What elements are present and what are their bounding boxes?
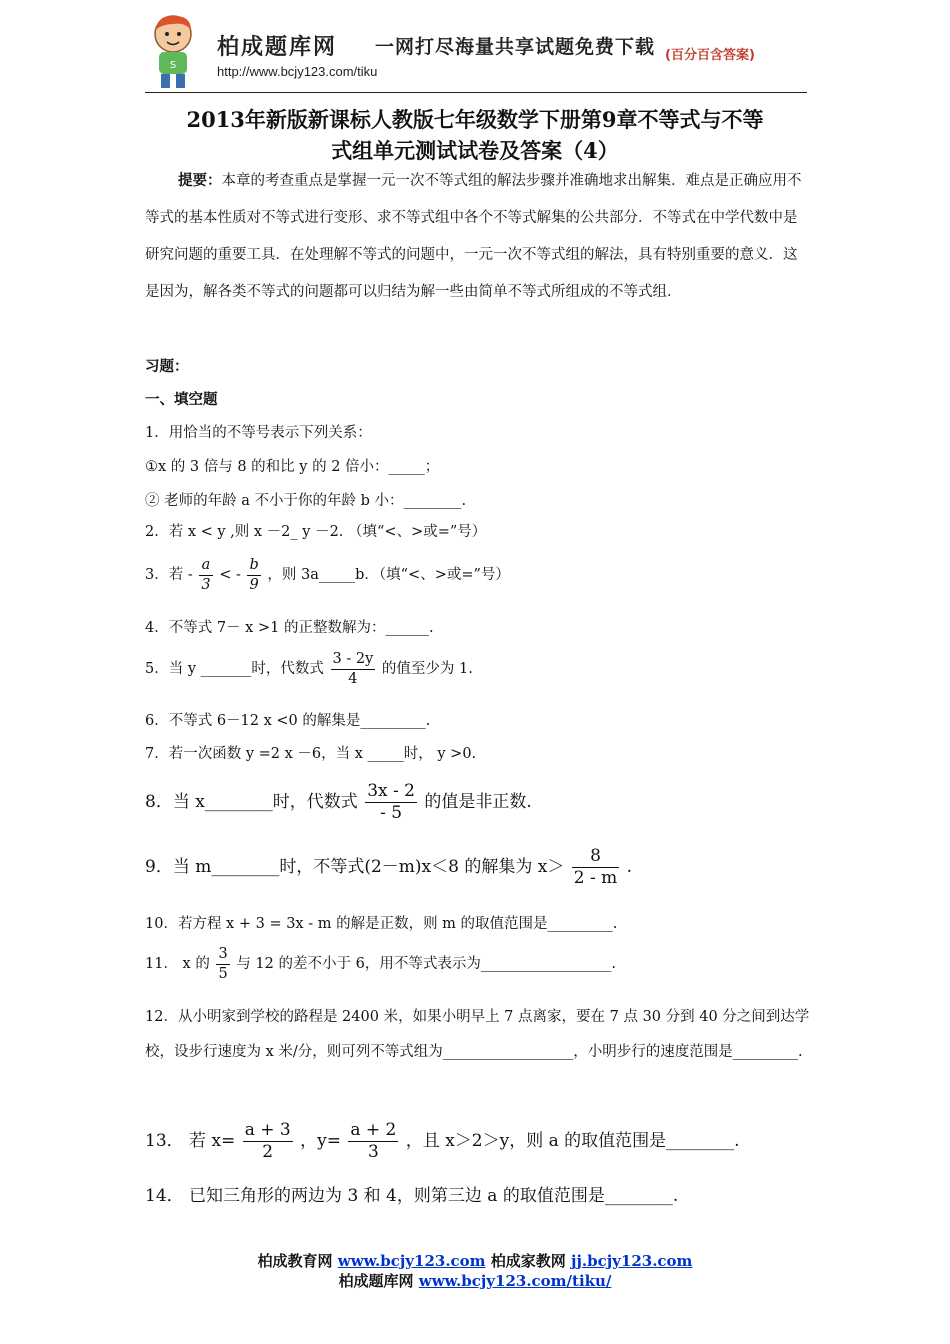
question-1b: ② 老师的年龄 a 不小于你的年龄 b 小：________. [145,493,467,509]
page-title [140,104,810,166]
footer-edu-link[interactable]: www.bcjy123.com [337,1252,486,1270]
q9-frac-den: 2 - m [573,868,618,888]
mascot-logo-icon [145,12,203,90]
q3-prefix: 3．若 - [145,567,193,583]
site-name: 柏成题库网 [217,34,338,60]
q9-suffix: . [626,857,633,877]
question-8 [145,783,532,822]
question-2: 2．若 x < y ,则 x －2_ y －2. （填“<、>或=”号） [145,524,487,540]
title-line-1: 2013年新版新课标人教版七年级数学下册第9章不等式与不等 [186,107,764,132]
question-5 [145,652,473,686]
footer-tiku-label: 柏成题库网 [338,1272,414,1290]
footer-edu-label: 柏成教育网 [257,1252,333,1270]
header-url[interactable]: http://www.bcjy123.com/tiku [217,64,378,79]
question-7: 7．若一次函数 y =2 x －6，当 x _____时， y >0. [145,746,477,762]
question-12: 12．从小明家到学校的路程是 2400 米，如果小明早上 7 点离家，要在 7 点 30 分到 40 分之间到达学校，设步行速度为 x 米/分，则可列不等式组为__________________，小明步行的速度范围是_________. [145,1009,810,1060]
q3-frac-a-den: 3 [201,576,211,593]
footer-tiku-link[interactable]: www.bcjy123.com/tiku/ [418,1272,612,1290]
q3-fraction-a [199,558,212,592]
question-14: 14． 已知三角形的两边为 3 和 4，则第三边 a 的取值范围是________. [145,1186,679,1206]
question-13 [145,1122,740,1161]
q3-frac-b-den: 9 [247,575,260,593]
q8-frac-den: - 5 [365,802,417,822]
q5-frac-num: 3 - 2y [332,651,374,667]
q11-suffix: 与 12 的差不小于 6，用不等式表示为__________________. [236,956,616,972]
site-slogan: 一网打尽海量共享试题免费下载 [375,36,656,58]
q9-prefix: 9．当 m________时，不等式(2－m)x＜8 的解集为 x＞ [145,857,565,877]
q8-fraction [365,783,417,822]
q11-frac-den: 5 [218,965,228,982]
q13-prefix: 13． 若 x= [145,1131,236,1151]
footer-line-2 [0,1270,950,1291]
intro-text: 本章的考查重点是掌握一元一次不等式组的解法步骤并准确地求出解集．难点是正确应用不等式的基本性质对不等式进行变形、求不等式组中各个不等式解集的公共部分．不等式在中学代数中是研究问题的重要工具．在处理解不等式的问题中，一元一次不等式组的解法，具有特别重要的意义．这是因为，解各类不等式的问题都可以归结为解一些由简单不等式所组成的不等式组． [145,173,802,300]
q3-fraction-b [247,558,260,592]
q13-middle: ，y= [300,1131,341,1151]
q13-frac-x-num: a + 3 [244,1120,291,1140]
footer-line-1 [0,1250,950,1271]
q11-frac-num: 3 [218,946,228,962]
q5-prefix: 5．当 y _______时，代数式 [145,661,324,677]
question-1a: ①x 的 3 倍与 8 的和比 y 的 2 倍小：_____； [145,459,440,475]
intro-paragraph [145,162,810,311]
page-header [145,8,810,92]
intro-label: 提要： [178,172,222,189]
q5-fraction [331,652,376,686]
q13-frac-x-den: 2 [243,1141,293,1161]
q11-fraction [216,947,229,981]
q13-frac-y-den: 3 [348,1141,398,1161]
question-10: 10．若方程 x + 3 = 3x - m 的解是正数，则 m 的取值范围是_________. [145,916,618,932]
q8-prefix: 8．当 x________时，代数式 [145,792,358,812]
footer-tutor-link[interactable]: jj.bcjy123.com [571,1252,693,1270]
q3-suffix: ，则 3a_____b．（填“<、>或=”号） [267,567,510,583]
q13-frac-y-num: a + 2 [350,1120,397,1140]
q13-fraction-y [348,1122,398,1161]
q9-fraction [572,848,620,887]
question-3 [145,558,510,592]
q5-frac-den: 4 [331,669,376,687]
svg-text:S: S [169,60,177,71]
q13-fraction-x [243,1122,293,1161]
q3-frac-b-num: b [249,557,259,573]
q5-suffix: 的值至少为 1. [381,661,473,677]
q9-frac-num: 8 [590,846,601,866]
answer-badge: (百分百含答案) [665,48,755,63]
q3-frac-a-num: a [201,557,211,573]
title-line-2: 式组单元测试试卷及答案（4） [331,138,619,163]
q13-suffix: ，且 x＞2＞y，则 a 的取值范围是________. [405,1131,740,1151]
q3-middle: < - [219,567,241,583]
question-11 [145,947,616,981]
question-9 [145,848,632,887]
q8-suffix: 的值是非正数. [424,792,532,812]
q11-prefix: 11． x 的 [145,956,210,972]
footer-tutor-label: 柏成家教网 [490,1252,566,1270]
exercises-heading: 习题： [145,358,189,375]
question-4: 4．不等式 7－ x >1 的正整数解为：______. [145,620,434,636]
question-1: 1．用恰当的不等号表示下列关系： [145,425,372,441]
header-divider [145,92,807,93]
question-6: 6．不等式 6－12 x <0 的解集是_________. [145,713,431,729]
fill-blank-heading: 一、填空题 [145,391,218,408]
q8-frac-num: 3x - 2 [367,781,415,801]
